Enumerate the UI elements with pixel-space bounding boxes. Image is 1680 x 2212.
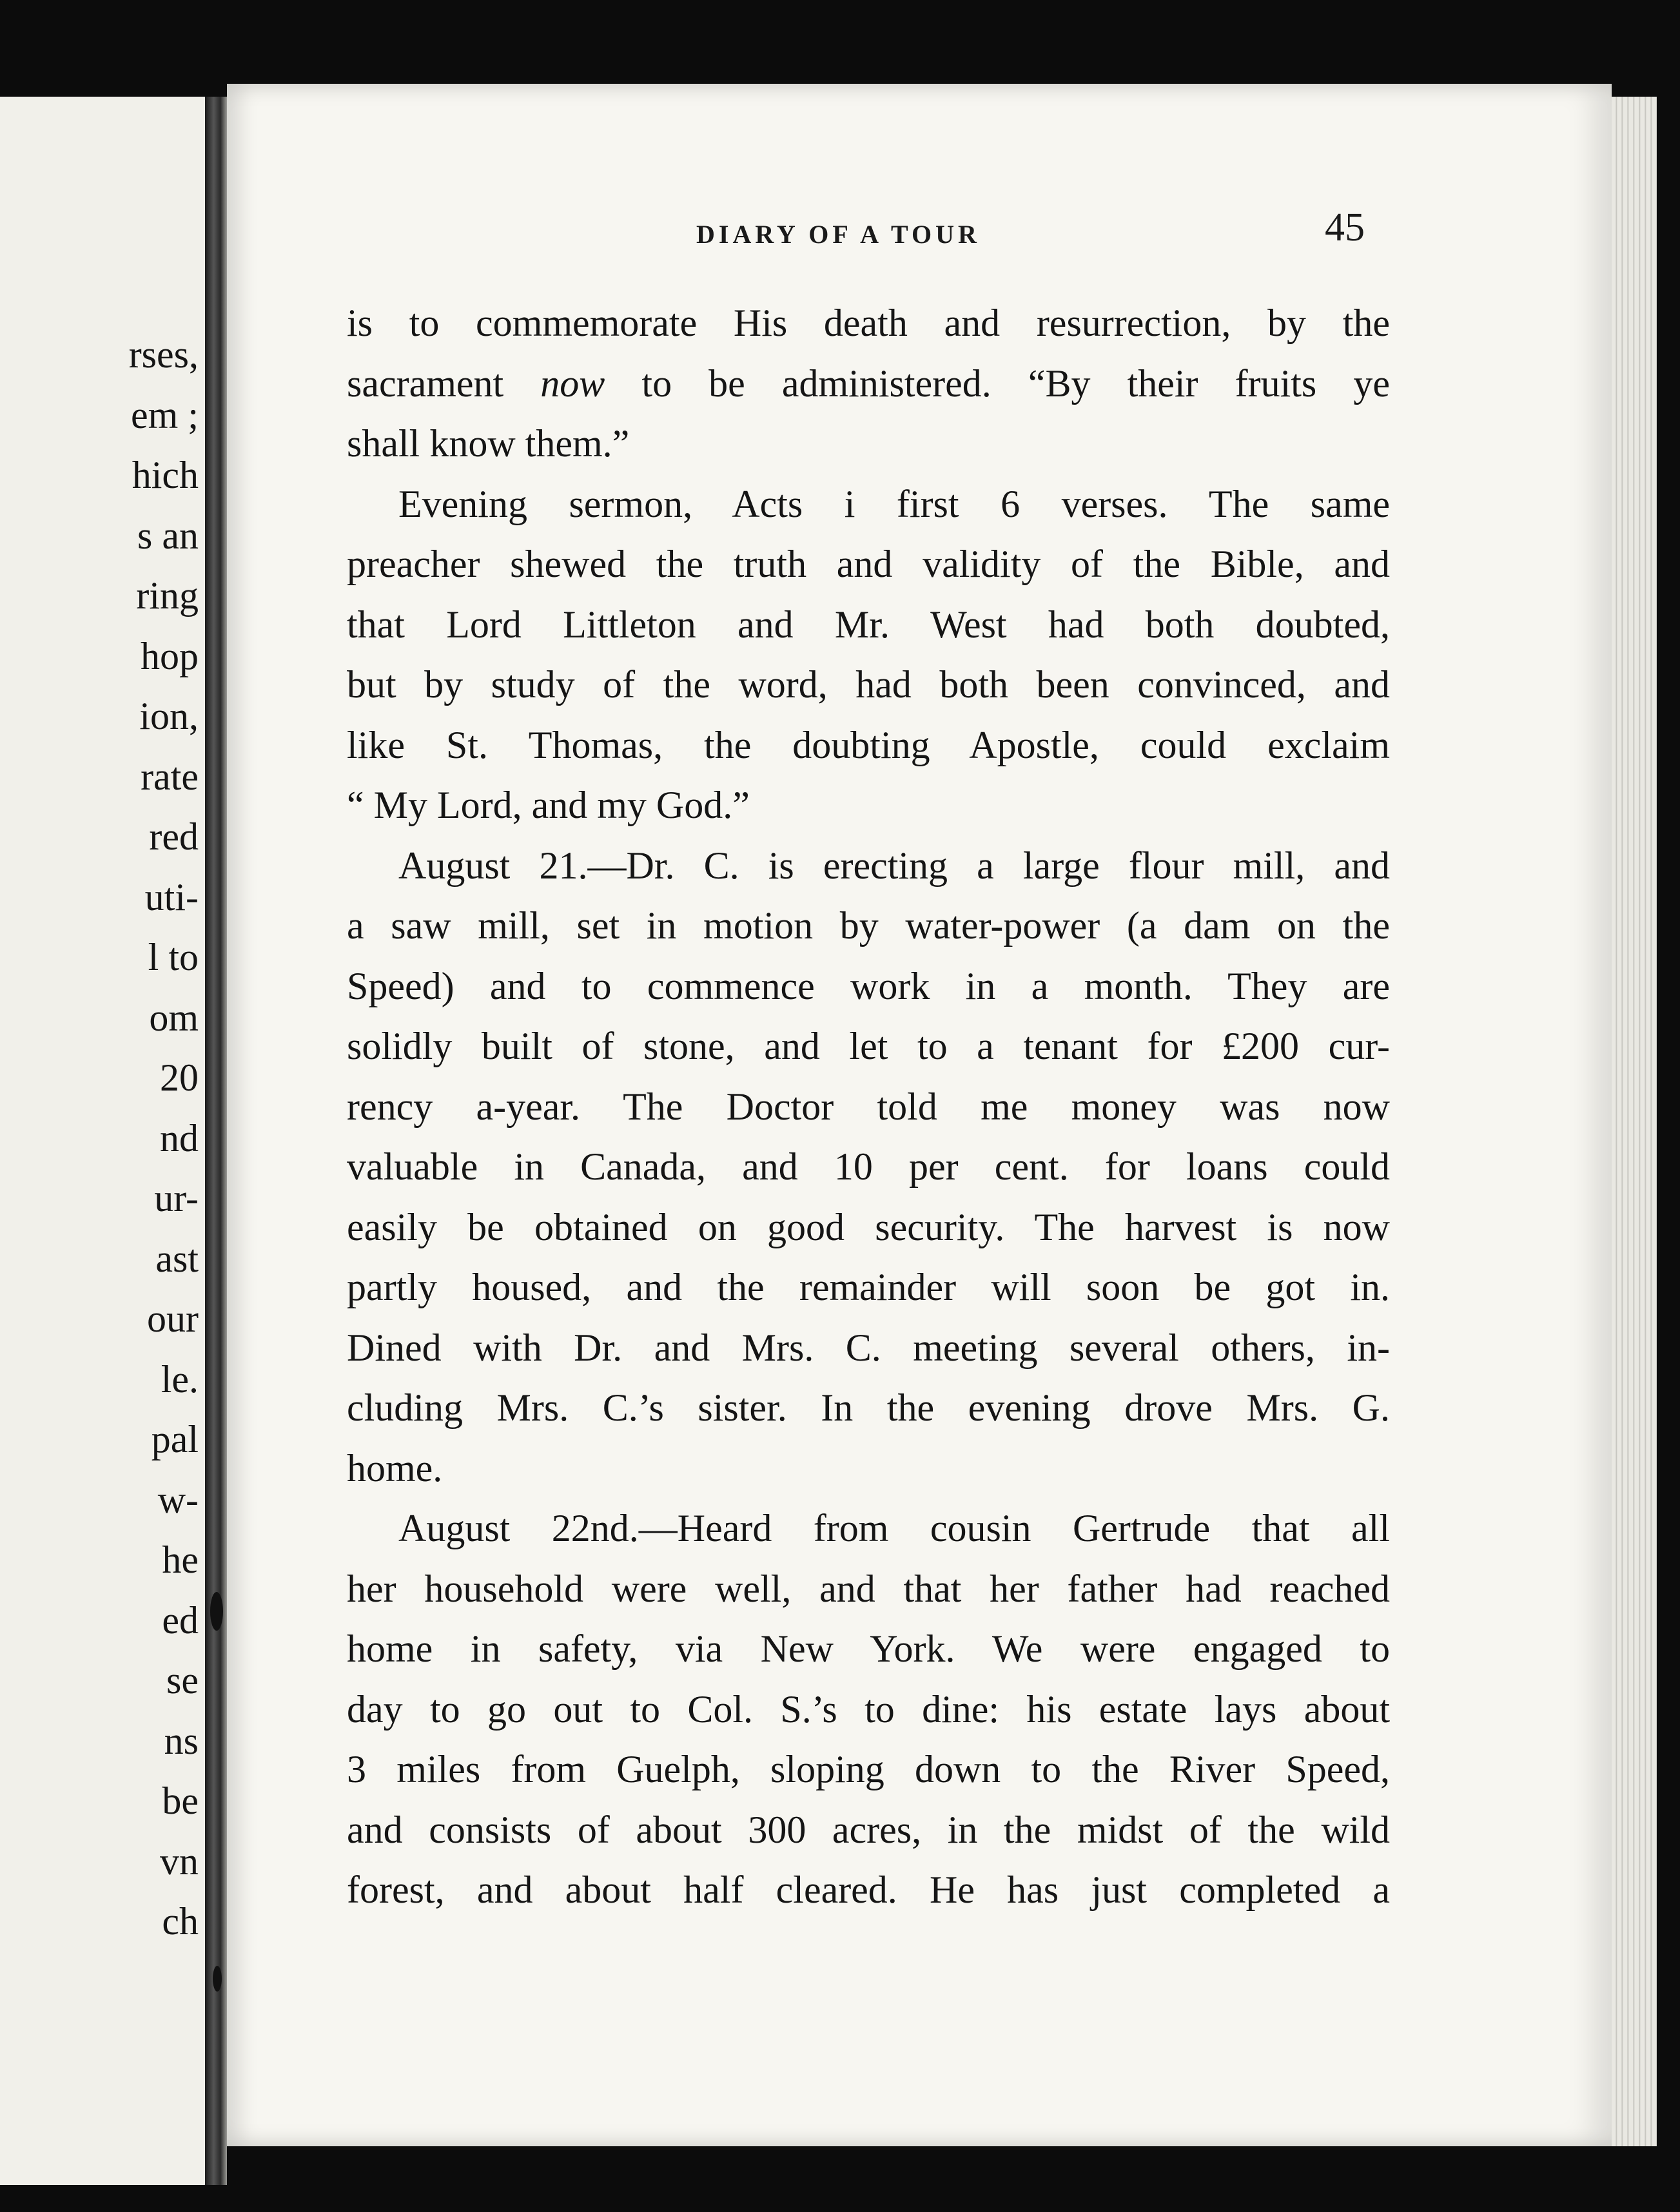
text-line: August 22nd.—Heard from cousin Gertrude that all [398, 1507, 1390, 1549]
text-line: but by study of the word, had both been convinced, and [347, 663, 1390, 706]
text-line: is to commemorate His death and resurrection, by the [347, 302, 1390, 344]
text-line: her household were well, and that her father had reached [347, 1567, 1390, 1610]
left-page-fragment: om [149, 996, 199, 1039]
left-page-fragment: pal [151, 1418, 199, 1460]
left-page-fragment: ed [162, 1598, 199, 1642]
left-page [0, 97, 205, 2185]
page-edges [1612, 97, 1657, 2146]
left-page-fragment: l to [148, 936, 199, 978]
left-page-fragment: ns [164, 1719, 199, 1762]
left-page-fragment: our [147, 1297, 199, 1340]
text-line: shall know them.” [347, 422, 630, 465]
left-page-fragment: se [166, 1659, 199, 1702]
left-page-fragment: vn [160, 1839, 199, 1883]
left-page-fragment: 20 [160, 1056, 199, 1099]
body-text [347, 293, 1390, 1921]
text-line: Speed) and to commence work in a month. They are [347, 964, 1390, 1007]
left-page-fragment: ring [136, 574, 199, 617]
left-page-fragment: le. [161, 1357, 199, 1401]
text-line: partly housed, and the remainder will soon be got in. [347, 1266, 1390, 1308]
text-line: day to go out to Col. S.’s to dine: his estate lays about [347, 1687, 1390, 1731]
running-head: DIARY OF A TOUR [696, 220, 981, 249]
text-line: sacrament now to be administered. “By their fruits ye [347, 362, 1390, 405]
italic-word: now [540, 362, 605, 405]
book-gutter [205, 97, 227, 2185]
left-page-fragment: ch [162, 1900, 199, 1943]
text-line: Evening sermon, Acts i first 6 verses. The same [398, 482, 1390, 525]
text-line: “ My Lord, and my God.” [347, 784, 750, 826]
left-page-fragment: rate [141, 755, 199, 798]
text-line: solidly built of stone, and let to a tenant for £200 cur- [347, 1025, 1390, 1067]
text-line: August 21.—Dr. C. is erecting a large flour mill, and [398, 844, 1390, 887]
text-line: home in safety, via New York. We were engaged to [347, 1627, 1390, 1670]
left-page-text-fragments [0, 97, 205, 2185]
text-line: a saw mill, set in motion by water-power (a dam on the [347, 904, 1390, 947]
left-page-fragment: ur- [154, 1177, 199, 1219]
text-line: easily be obtained on good security. The harvest is now [347, 1205, 1390, 1248]
left-page-fragment: ast [155, 1237, 199, 1280]
left-page-fragment: w- [157, 1478, 199, 1521]
text-line: like St. Thomas, the doubting Apostle, could exclaim [347, 723, 1390, 766]
text-line: valuable in Canada, and 10 per cent. for loans could [347, 1145, 1390, 1188]
text-line: 3 miles from Guelph, sloping down to the River Speed, [347, 1748, 1390, 1790]
left-page-fragment: hop [141, 634, 199, 677]
scan-border [1657, 97, 1680, 2146]
text-line: preacher shewed the truth and validity of the Bible, and [347, 543, 1390, 585]
text-line: that Lord Littleton and Mr. West had both doubted, [347, 603, 1390, 646]
text-line: rency a-year. The Doctor told me money was now [347, 1085, 1390, 1128]
text-line: and consists of about 300 acres, in the midst of the wild [347, 1808, 1390, 1851]
left-page-fragment: he [162, 1538, 199, 1581]
text-line: home. [347, 1446, 443, 1489]
text-line: Dined with Dr. and Mrs. C. meeting several others, in- [347, 1326, 1390, 1369]
text-line: forest, and about half cleared. He has just completed a [347, 1868, 1390, 1911]
left-page-fragment: rses, [128, 333, 199, 376]
left-page-fragment: em ; [131, 393, 199, 436]
left-page-fragment: uti- [144, 875, 199, 918]
binding-mark [213, 1966, 222, 1992]
left-page-fragment: be [162, 1780, 199, 1822]
left-page-fragment: nd [160, 1116, 199, 1159]
left-page-fragment: red [149, 815, 199, 858]
left-page-fragment: s an [137, 514, 199, 557]
text-line: cluding Mrs. C.’s sister. In the evening drove Mrs. G. [347, 1386, 1390, 1429]
left-page-fragment: ion, [139, 695, 199, 737]
left-page-fragment: hich [132, 454, 199, 496]
binding-mark [210, 1592, 223, 1631]
page-number: 45 [1325, 206, 1365, 249]
